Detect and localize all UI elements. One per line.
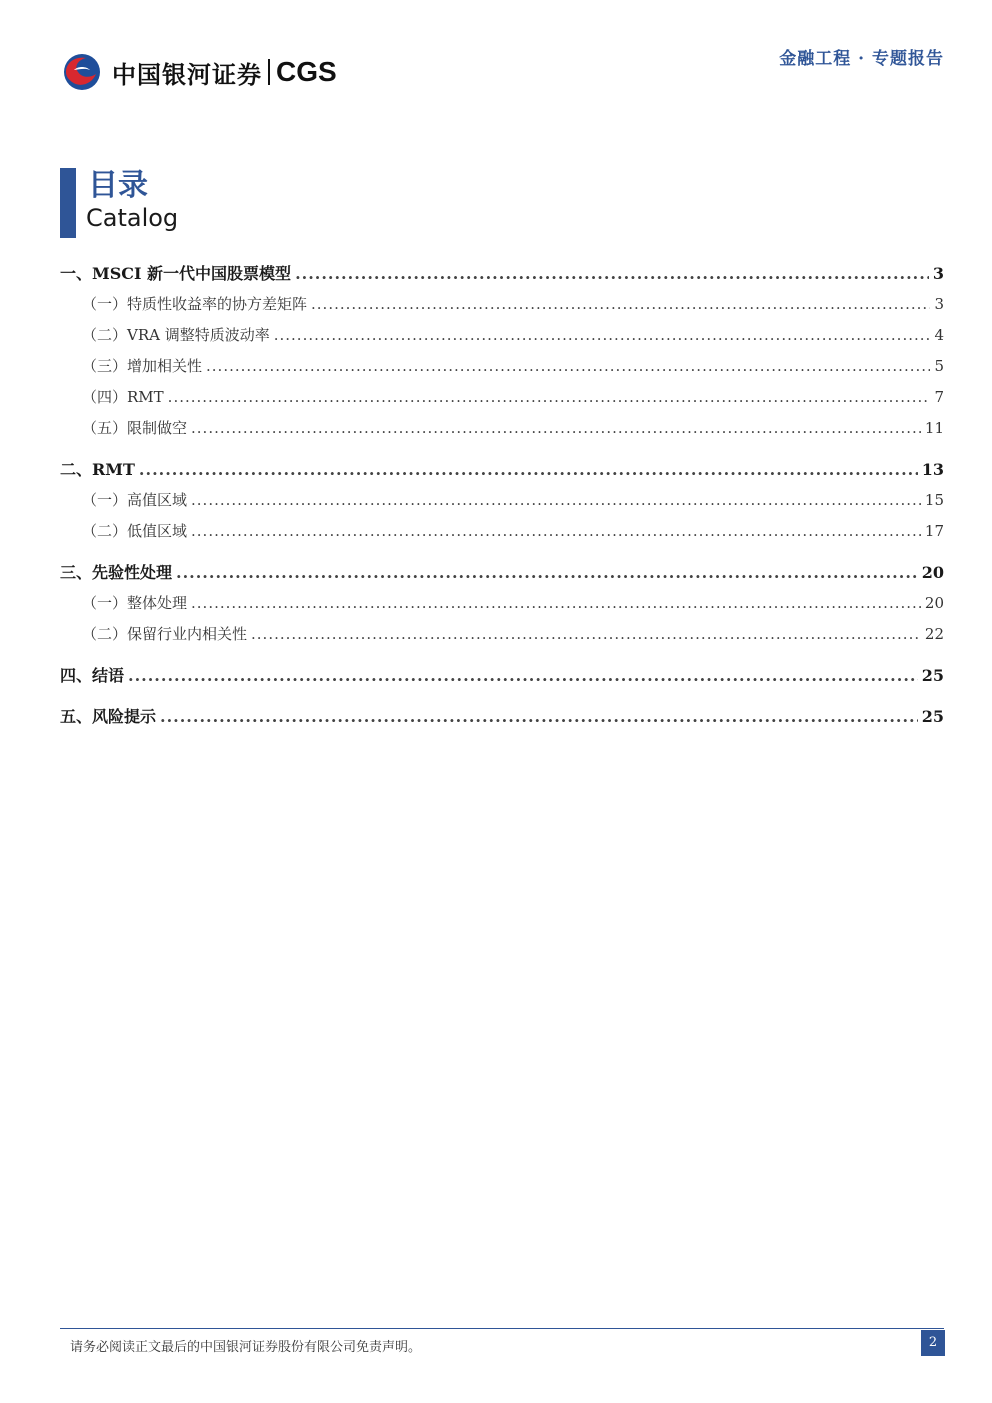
- catalog-subtitle: Catalog: [86, 204, 179, 232]
- toc-subentry-label: （一）整体处理: [82, 594, 188, 612]
- toc-subentry-label: （二）保留行业内相关性: [82, 625, 248, 643]
- catalog-title: 目录: [88, 168, 148, 203]
- toc-entry-page: 25: [921, 666, 944, 685]
- brand-name-en: CGS: [276, 56, 337, 87]
- toc-subentry-page: 5: [934, 357, 944, 375]
- toc-subentry-label: （一）特质性收益率的协方差矩阵: [82, 295, 308, 313]
- toc-subentry-page: 11: [924, 419, 944, 437]
- brand-logo: [60, 52, 337, 92]
- toc-subentry-label: （四）RMT: [82, 388, 164, 406]
- toc-subentry[interactable]: [60, 516, 944, 547]
- toc-subentry[interactable]: [60, 320, 944, 351]
- toc-subentry[interactable]: [60, 485, 944, 516]
- toc-subentry[interactable]: [60, 413, 944, 444]
- toc-entry-label: 二、RMT: [60, 460, 135, 479]
- cgs-logo-icon: [60, 52, 104, 92]
- dot-leader: [139, 454, 918, 485]
- dot-leader: [295, 258, 929, 289]
- toc-entry[interactable]: [60, 701, 944, 732]
- dot-leader: [128, 660, 918, 691]
- toc-subentry-label: （三）增加相关性: [82, 357, 203, 375]
- footer-divider: [60, 1328, 944, 1329]
- toc-entry-label: 五、风险提示: [60, 707, 157, 726]
- toc-entry[interactable]: [60, 557, 944, 588]
- dot-leader: [311, 289, 930, 320]
- toc-entry[interactable]: [60, 660, 944, 691]
- dot-leader: [191, 516, 921, 547]
- toc-subentry-label: （二）低值区域: [82, 522, 188, 540]
- toc-subentry-label: （二）VRA 调整特质波动率: [82, 326, 270, 344]
- toc-subentry[interactable]: [60, 619, 944, 650]
- toc-subentry-page: 15: [924, 491, 944, 509]
- toc-subentry[interactable]: [60, 289, 944, 320]
- dot-leader: [191, 413, 921, 444]
- table-of-contents: [60, 258, 944, 732]
- toc-subentry-page: 7: [934, 388, 944, 406]
- toc-entry-label: 四、结语: [60, 666, 125, 685]
- toc-entry-page: 3: [932, 264, 944, 283]
- toc-entry-page: 25: [921, 707, 944, 726]
- dot-leader: [191, 588, 921, 619]
- dot-leader: [191, 485, 921, 516]
- toc-subentry[interactable]: [60, 351, 944, 382]
- dot-leader: [206, 351, 930, 382]
- toc-entry[interactable]: [60, 454, 944, 485]
- toc-subentry[interactable]: [60, 382, 944, 413]
- toc-subentry-page: 22: [924, 625, 944, 643]
- brand-name-cn: 中国银河证券: [112, 60, 262, 89]
- toc-entry-label: 三、先验性处理: [60, 563, 173, 582]
- toc-subentry-label: （一）高值区域: [82, 491, 188, 509]
- toc-subentry[interactable]: [60, 588, 944, 619]
- dot-leader: [251, 619, 921, 650]
- dot-leader: [168, 382, 931, 413]
- toc-subentry-page: 20: [924, 594, 944, 612]
- toc-subentry-page: 3: [934, 295, 944, 313]
- toc-entry-page: 13: [921, 460, 944, 479]
- report-category: 金融工程 · 专题报告: [779, 49, 944, 69]
- footer-disclaimer: 请务必阅读正文最后的中国银河证券股份有限公司免责声明。: [70, 1340, 422, 1355]
- catalog-accent-bar: [60, 168, 76, 238]
- toc-entry-label: 一、MSCI 新一代中国股票模型: [60, 264, 292, 283]
- toc-subentry-label: （五）限制做空: [82, 419, 188, 437]
- page-number-badge: 2: [921, 1330, 945, 1356]
- dot-leader: [274, 320, 931, 351]
- toc-subentry-page: 4: [934, 326, 944, 344]
- brand-divider: [268, 59, 270, 85]
- dot-leader: [160, 701, 918, 732]
- toc-entry[interactable]: [60, 258, 944, 289]
- toc-entry-page: 20: [921, 563, 944, 582]
- dot-leader: [176, 557, 918, 588]
- toc-subentry-page: 17: [924, 522, 944, 540]
